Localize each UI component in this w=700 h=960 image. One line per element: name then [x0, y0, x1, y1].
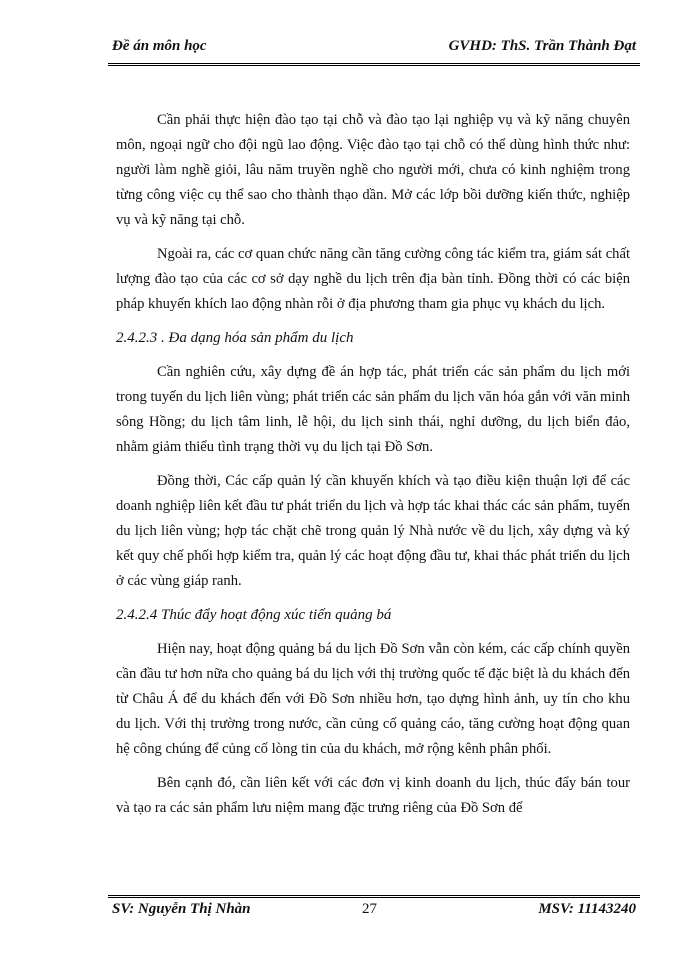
header-course-title: Đề án môn học: [112, 38, 207, 54]
page-footer: [112, 901, 636, 923]
header-advisor: GVHD: ThS. Trần Thành Đạt: [448, 38, 636, 54]
page-header: [112, 38, 636, 62]
paragraph-training: Cần phải thực hiện đào tạo tại chỗ và đào tạo lại nghiệp vụ và kỹ năng chuyên môn, ngoại ngữ cho đội ngũ lao động. Việc đào tạo tại chỗ có thể dùng hình thức như: người làm nghề giỏi, lâu năm truyền nghề cho người mới, chưa có kinh nghiệm trong từng công việc cụ thể sao cho thành thạo dần. Mở các lớp bồi dưỡng kiến thức, nghiệp vụ và kỹ năng tại chỗ.: [116, 112, 630, 228]
footer-rule: [108, 895, 640, 898]
footer-student-id: MSV: 11143240: [538, 901, 636, 917]
page-content: [116, 108, 630, 830]
footer-student-name: SV: Nguyễn Thị Nhàn: [112, 901, 251, 917]
paragraph-promotion: Hiện nay, hoạt động quảng bá du lịch Đồ Sơn vẫn còn kém, các cấp chính quyền cần đầu tư hơn nữa cho quảng bá du lịch với thị trường quốc tế đặc biệt là du khách đến từ Châu Á để du khách đến với Đồ Sơn nhiều hơn, tạo dựng hình ảnh, uy tín cho khu du lịch. Với thị trường trong nước, cần củng cố quảng cáo, tăng cường hoạt động quan hệ công chúng để củng cố lòng tin của du khách, mở rộng kênh phân phối.: [116, 641, 630, 757]
section-heading-diversify-products: 2.4.2.3 . Đa dạng hóa sản phẩm du lịch: [116, 330, 354, 346]
header-rule: [108, 63, 640, 66]
paragraph-business-links: Bên cạnh đó, cần liên kết với các đơn vị kinh doanh du lịch, thúc đẩy bán tour và tạo ra các sản phẩm lưu niệm mang đặc trưng riêng của Đồ Sơn để: [116, 775, 630, 816]
page-number: 27: [362, 901, 377, 917]
paragraph-research-products: Cần nghiên cứu, xây dựng đề án hợp tác, phát triển các sản phẩm du lịch mới trong tuyến du lịch liên vùng; phát triển các sản phẩm du lịch văn hóa gắn với văn minh sông Hồng; du lịch tâm linh, lễ hội, du lịch sinh thái, nghỉ dưỡng, du lịch biển đảo, nhằm giảm thiểu tình trạng thời vụ du lịch tại Đồ Sơn.: [116, 364, 630, 455]
paragraph-inspection: Ngoài ra, các cơ quan chức năng cần tăng cường công tác kiểm tra, giám sát chất lượng đào tạo của các cơ sở dạy nghề du lịch trên địa bàn tỉnh. Đồng thời có các biện pháp khuyến khích lao động nhàn rỗi ở địa phương tham gia phục vụ khách du lịch.: [116, 246, 630, 312]
paragraph-cooperation: Đồng thời, Các cấp quản lý cần khuyến khích và tạo điều kiện thuận lợi để các doanh nghiệp liên kết đầu tư phát triển du lịch và hợp tác khai thác các sản phẩm, tuyến du lịch liên vùng; hợp tác chặt chẽ trong quản lý Nhà nước về du lịch, xây dựng và ký kết quy chế phối hợp kiểm tra, quản lý các hoạt động đầu tư, khai thác phát triển du lịch ở các vùng giáp ranh.: [116, 473, 630, 589]
section-heading-promotion: 2.4.2.4 Thúc đẩy hoạt động xúc tiến quảng bá: [116, 607, 392, 623]
